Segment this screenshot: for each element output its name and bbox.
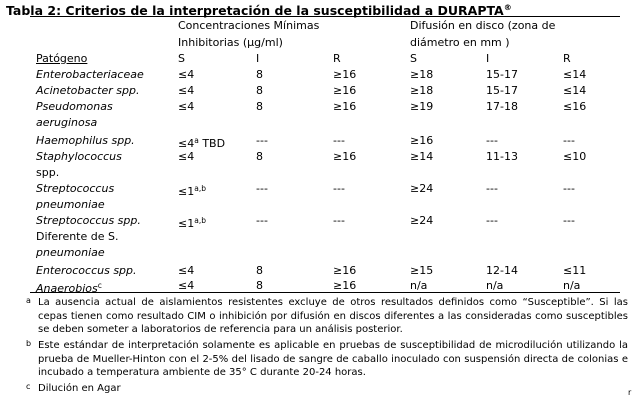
- mic-r: ---: [333, 182, 345, 195]
- disk-r: ≤14: [563, 84, 587, 97]
- mic-s: ≤4: [178, 68, 195, 81]
- disk-s: ≥24: [410, 214, 434, 227]
- disk-i: 15-17: [486, 68, 518, 81]
- mic-s: ≤4: [178, 279, 195, 292]
- disk-r: ≤14: [563, 68, 587, 81]
- pathogen-name: Haemophilus spp.: [36, 134, 135, 147]
- mic-i: ---: [256, 134, 268, 147]
- header-disk-line2: diámetro en mm ): [410, 36, 510, 49]
- mic-i: 8: [256, 68, 263, 81]
- pathogen-name-line1: Streptococcus: [36, 182, 115, 195]
- header-mic-line1: Concentraciones Mínimas: [178, 19, 320, 32]
- disk-s: n/a: [410, 279, 428, 292]
- pathogen-name-line1: Streptococcus spp.: [36, 214, 141, 227]
- mic-r: ---: [333, 214, 345, 227]
- pathogen-name: Enterobacteriaceae: [36, 68, 144, 81]
- disk-s: ≥15: [410, 264, 434, 277]
- pathogen-name: Enterococcus spp.: [36, 264, 137, 277]
- genus: Acinetobacter spp.: [36, 84, 140, 97]
- mic-i: 8: [256, 84, 263, 97]
- mic-s-value: ≤1: [178, 217, 195, 230]
- pathogen-name-line1: Staphylococcus: [36, 150, 122, 163]
- mic-i: ---: [256, 182, 268, 195]
- header-mic-s: S: [178, 52, 185, 65]
- mic-s-value: ≤4: [178, 137, 195, 150]
- disk-i: 12-14: [486, 264, 518, 277]
- disk-s: ≥14: [410, 150, 434, 163]
- mic-r: ≥16: [333, 84, 357, 97]
- footnote-ref: a: [194, 136, 199, 145]
- header-mic-r: R: [333, 52, 341, 65]
- disk-i: 15-17: [486, 84, 518, 97]
- disk-s: ≥18: [410, 68, 434, 81]
- disk-r: ---: [563, 182, 575, 195]
- disk-r: ≤16: [563, 100, 587, 113]
- mic-s: [178, 181, 206, 200]
- disk-i: 17-18: [486, 100, 518, 113]
- disk-i: ---: [486, 182, 498, 195]
- mic-s: [178, 213, 206, 232]
- header-disk-s: S: [410, 52, 417, 65]
- header-disk-i: I: [486, 52, 490, 65]
- top-rule: [30, 16, 620, 17]
- footnote-ref: c: [97, 281, 102, 290]
- disk-s: ≥19: [410, 100, 434, 113]
- pathogen-name-line3: pneumoniae: [36, 246, 105, 259]
- mic-s: ≤4: [178, 150, 195, 163]
- mic-r: ---: [333, 134, 345, 147]
- disk-i: ---: [486, 214, 498, 227]
- header-mic-i: I: [256, 52, 260, 65]
- disk-r: ≤11: [563, 264, 587, 277]
- mic-i: 8: [256, 150, 263, 163]
- disk-r: n/a: [563, 279, 581, 292]
- disk-s: ≥16: [410, 134, 434, 147]
- footnote-text: Este estándar de interpretación solamente es aplicable en pruebas de susceptibilidad de microdilución utilizando la prueba de Mueller-Hinton con el 2-5% del lisado de sangre de caballo inoculado con suspensión directa de colonias e incubado a temperatura ambiente de 35° C durante 20-24 horas.: [38, 340, 628, 378]
- mic-r: ≥16: [333, 68, 357, 81]
- header-pathogen: Patógeno: [36, 52, 88, 65]
- disk-i: n/a: [486, 279, 504, 292]
- pathogen-name-text: Anaerobios: [36, 282, 98, 295]
- mic-r: ≥16: [333, 100, 357, 113]
- disk-r: ---: [563, 134, 575, 147]
- pathogen-name: [36, 278, 102, 297]
- disk-i: ---: [486, 134, 498, 147]
- footnote-c: [26, 382, 628, 396]
- bottom-rule: [30, 292, 620, 293]
- mic-s: ≤4: [178, 264, 195, 277]
- header-disk-r: R: [563, 52, 571, 65]
- mic-s: ≤4: [178, 84, 195, 97]
- footnote-text: Dilución en Agar: [38, 383, 121, 394]
- mic-s: ≤4: [178, 100, 195, 113]
- table-title-text: Tabla 2: Criterios de la interpretación de la susceptibilidad a DURAPTA: [6, 3, 504, 19]
- registered-mark: ®: [503, 3, 512, 12]
- footnote-ref: a,b: [194, 216, 206, 225]
- disk-s: ≥18: [410, 84, 434, 97]
- footnote-text: La ausencia actual de aislamientos resistentes excluye de otros resultados definidos como “Susceptible”. Si las cepas tienen como resultado CIM o inhibición por difusión en discos diferentes a las consideradas como susceptibles se deben someter a laboratorios de referencia para un análisis posterior.: [38, 297, 628, 335]
- mic-r: ≥16: [333, 150, 357, 163]
- pathogen-name-line2: aeruginosa: [36, 116, 98, 129]
- header-disk-line1: Difusión en disco (zona de: [410, 19, 556, 32]
- corner-mark: r: [628, 388, 632, 397]
- mic-i: 8: [256, 100, 263, 113]
- mic-i: 8: [256, 279, 263, 292]
- pathogen-name-line2: pneumoniae: [36, 198, 105, 211]
- disk-i: 11-13: [486, 150, 518, 163]
- mic-i: ---: [256, 214, 268, 227]
- footnote-a: [26, 296, 628, 337]
- mic-r: ≥16: [333, 279, 357, 292]
- pathogen-name-line2: Diferente de S.: [36, 230, 119, 243]
- pathogen-name-line2: spp.: [36, 166, 60, 179]
- mic-s-note: TBD: [198, 137, 226, 150]
- footnote-mark: c: [26, 382, 31, 391]
- mic-r: ≥16: [333, 264, 357, 277]
- footnote-mark: a: [26, 296, 31, 305]
- disk-r: ≤10: [563, 150, 587, 163]
- header-mic-line2: Inhibitorias (μg/ml): [178, 36, 283, 49]
- footnote-mark: b: [26, 339, 32, 348]
- mic-s-value: ≤1: [178, 185, 195, 198]
- footnote-ref: a,b: [194, 184, 206, 193]
- mic-i: 8: [256, 264, 263, 277]
- disk-r: ---: [563, 214, 575, 227]
- pathogen-name: [36, 83, 139, 99]
- disk-s: ≥24: [410, 182, 434, 195]
- pathogen-name-line1: Pseudomonas: [36, 100, 113, 113]
- footnote-b: [26, 339, 628, 380]
